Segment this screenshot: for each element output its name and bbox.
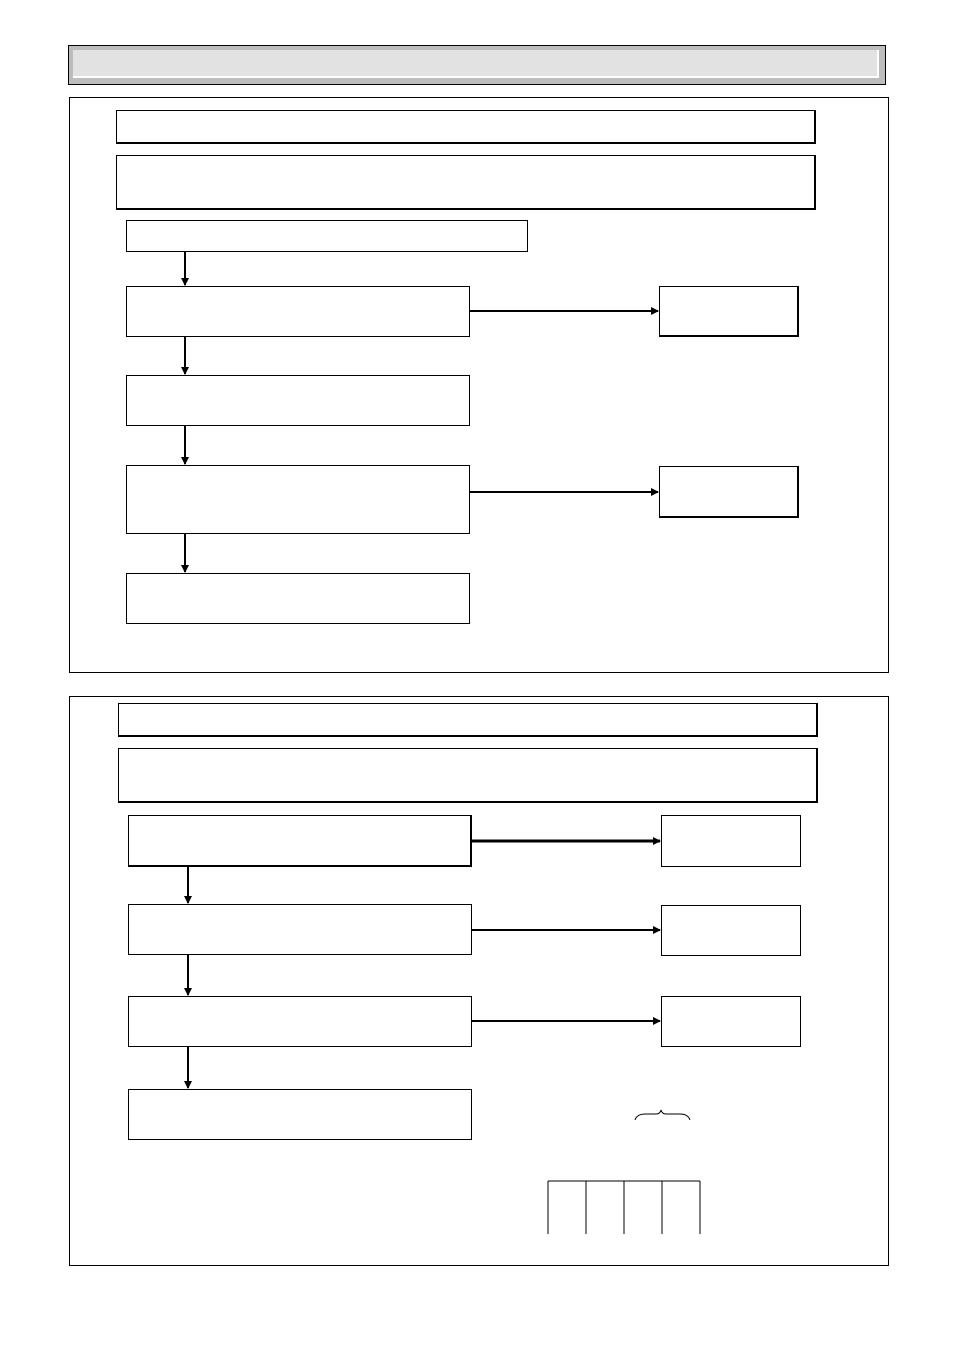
panel-b-step-4: [128, 1089, 472, 1140]
header-title: [73, 50, 879, 78]
panel-a-result-1: [659, 286, 799, 337]
panel-b-result-3: [661, 996, 801, 1047]
panel-b-description-box: [118, 748, 818, 803]
panel-a-title-box: [116, 110, 816, 144]
panel-a-start-box: [126, 220, 528, 252]
panel-a-description-box: [116, 155, 816, 210]
panel-b-title-box: [118, 703, 818, 737]
panel-a-step-2: [126, 375, 470, 426]
panel-a-step-3: [126, 465, 470, 534]
panel-b-step-2: [128, 904, 472, 955]
panel-a-step-1: [126, 286, 470, 337]
panel-a-result-2: [659, 466, 799, 518]
panel-a-step-4: [126, 573, 470, 624]
header-bar: [68, 45, 886, 85]
panel-b-step-1: [128, 815, 472, 867]
panel-b-step-3: [128, 996, 472, 1047]
panel-b-result-2: [661, 905, 801, 956]
panel-b-result-1: [661, 815, 801, 867]
